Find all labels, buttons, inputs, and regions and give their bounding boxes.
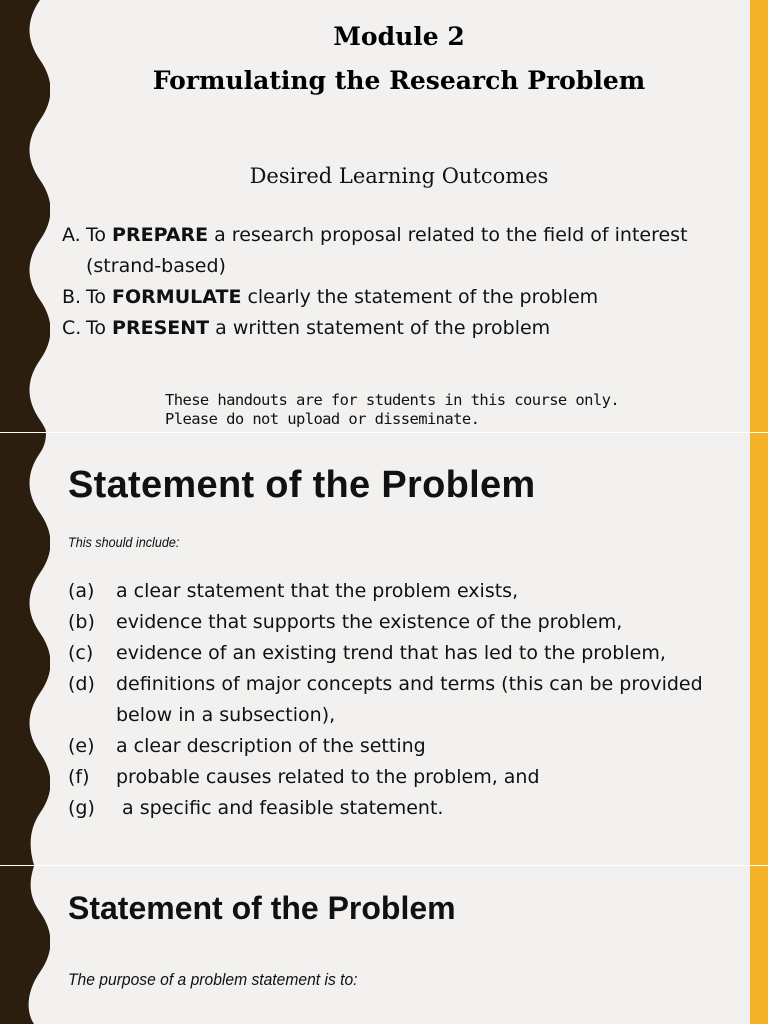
criteria-item: (g) a specific and feasible statement. — [68, 797, 444, 819]
section-lead: The purpose of a problem statement is to: — [68, 970, 358, 989]
wave-border-decoration — [0, 866, 50, 1024]
learning-outcomes-list — [62, 220, 744, 344]
criteria-item: (f) probable causes related to the problem, and — [68, 766, 540, 788]
module-number: Module 2 — [333, 22, 465, 51]
section-title: Statement of the Problem — [68, 464, 536, 506]
wave-border-shape — [0, 433, 50, 865]
criteria-item: (d) definitions of major concepts and terms (this can be provided below in a subsection), — [68, 673, 703, 726]
notice-line-2: Please do not upload or disseminate. — [165, 410, 480, 428]
outcome-verb: FORMULATE — [112, 286, 242, 308]
outcome-verb: PRESENT — [112, 317, 210, 339]
outcome-item: C. To PRESENT a written statement of the problem — [62, 317, 551, 339]
criteria-item: (e) a clear description of the setting — [68, 735, 426, 757]
outcome-item: A. To PREPARE a research proposal related to the field of interest (strand-based) — [62, 224, 688, 277]
outcome-item: B. To FORMULATE clearly the statement of the problem — [62, 286, 599, 308]
accent-bar — [750, 0, 768, 432]
criteria-item: (b) evidence that supports the existence of the problem, — [68, 611, 623, 633]
outcomes-subheading: Desired Learning Outcomes — [249, 164, 549, 188]
wave-border-shape — [0, 866, 50, 1024]
notice-line-1: These handouts are for students in this course only. — [165, 391, 620, 409]
slide-module-intro — [0, 0, 768, 432]
section-title: Statement of the Problem — [68, 890, 456, 926]
wave-border-decoration — [0, 0, 50, 432]
accent-bar — [750, 866, 768, 1024]
accent-bar — [750, 433, 768, 865]
module-heading: Formulating the Research Problem — [152, 66, 646, 95]
criteria-list — [68, 576, 728, 824]
criteria-item: (a) a clear statement that the problem exists, — [68, 580, 519, 602]
criteria-item: (c) evidence of an existing trend that has led to the problem, — [68, 642, 666, 664]
outcome-verb: PREPARE — [112, 224, 209, 246]
section-lead: This should include: — [68, 534, 180, 550]
distribution-notice — [165, 391, 619, 429]
wave-border-decoration — [0, 433, 50, 865]
wave-border-shape — [0, 0, 50, 432]
